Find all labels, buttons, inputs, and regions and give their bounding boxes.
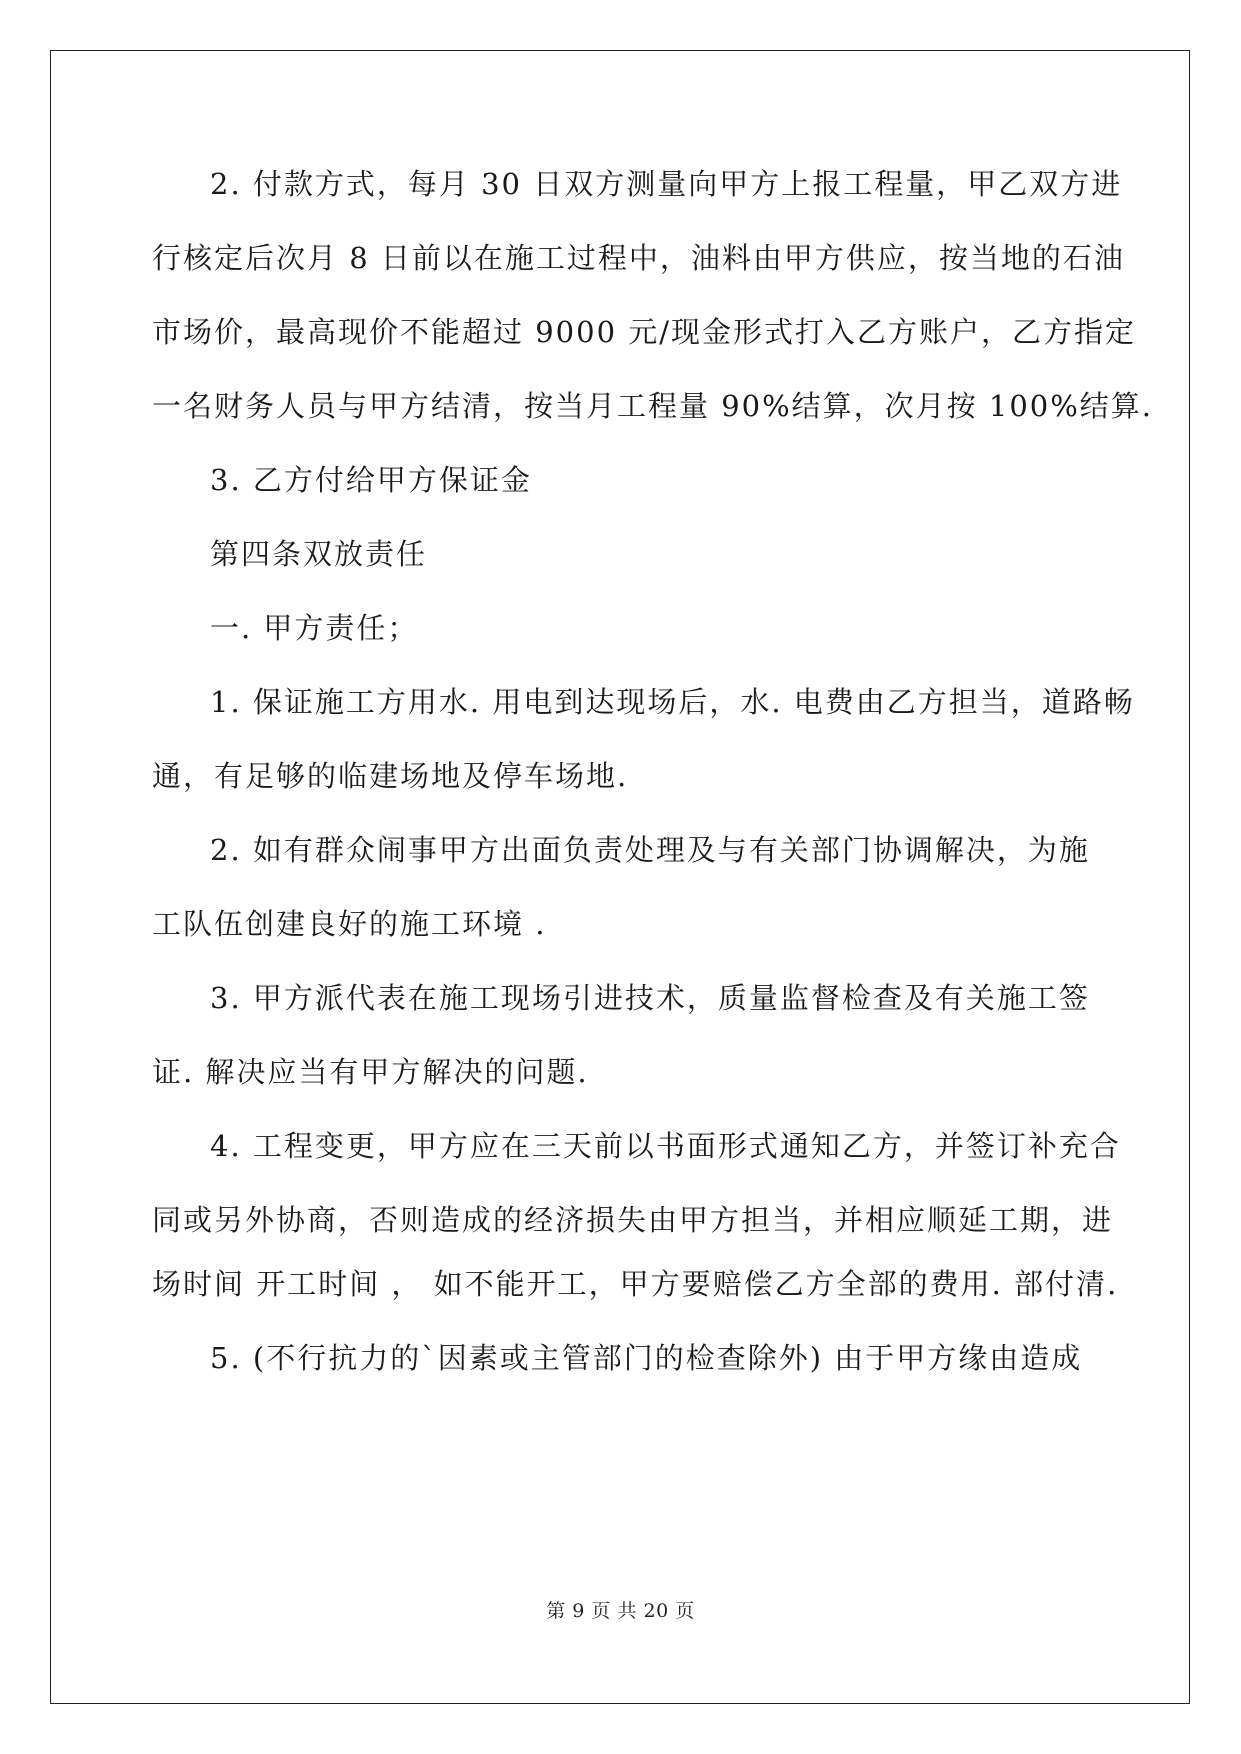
paragraph-line: 3. 乙方付给甲方保证金 (210, 463, 532, 497)
paragraph-line: 通，有足够的临建场地及停车场地. (152, 759, 629, 793)
paragraph-line: 行核定后次月 8 日前以在施工过程中，油料由甲方供应，按当地的石油 (152, 241, 1125, 275)
paragraph-line: 一名财务人员与甲方结清，按当月工程量 90%结算，次月按 100%结算. (152, 389, 1154, 423)
page-border (50, 50, 1190, 1704)
paragraph-line: 2. 付款方式，每月 30 日双方测量向甲方上报工程量，甲乙双方进 (210, 167, 1123, 201)
paragraph-line: 市场价，最高现价不能超过 9000 元/现金形式打入乙方账户，乙方指定 (152, 315, 1137, 349)
paragraph-line: 同或另外协商，否则造成的经济损失由甲方担当，并相应顺延工期，进 (152, 1203, 1114, 1237)
paragraph-line: 2. 如有群众闹事甲方出面负责处理及与有关部门协调解决，为施 (210, 833, 1090, 867)
paragraph-line: 证. 解决应当有甲方解决的问题. (152, 1055, 589, 1089)
paragraph-line: 4. 工程变更，甲方应在三天前以书面形式通知乙方，并签订补充合 (210, 1129, 1121, 1163)
paragraph-line: 1. 保证施工方用水. 用电到达现场后，水. 电费由乙方担当，道路畅 (210, 685, 1135, 719)
paragraph-line: 5. (不行抗力的`因素或主管部门的检查除外) 由于甲方缘由造成 (210, 1341, 1083, 1375)
page-number-footer: 第 9 页 共 20 页 (546, 1600, 695, 1622)
paragraph-line: 场时间 开工时间 ， 如不能开工，甲方要赔偿乙方全部的费用. 部付清. (152, 1267, 1119, 1301)
paragraph-line: 工队伍创建良好的施工环境 . (152, 907, 547, 941)
subsection-heading: 一. 甲方责任； (210, 611, 419, 645)
section-heading: 第四条双放责任 (210, 537, 428, 571)
paragraph-line: 3. 甲方派代表在施工现场引进技术，质量监督检查及有关施工签 (210, 981, 1090, 1015)
